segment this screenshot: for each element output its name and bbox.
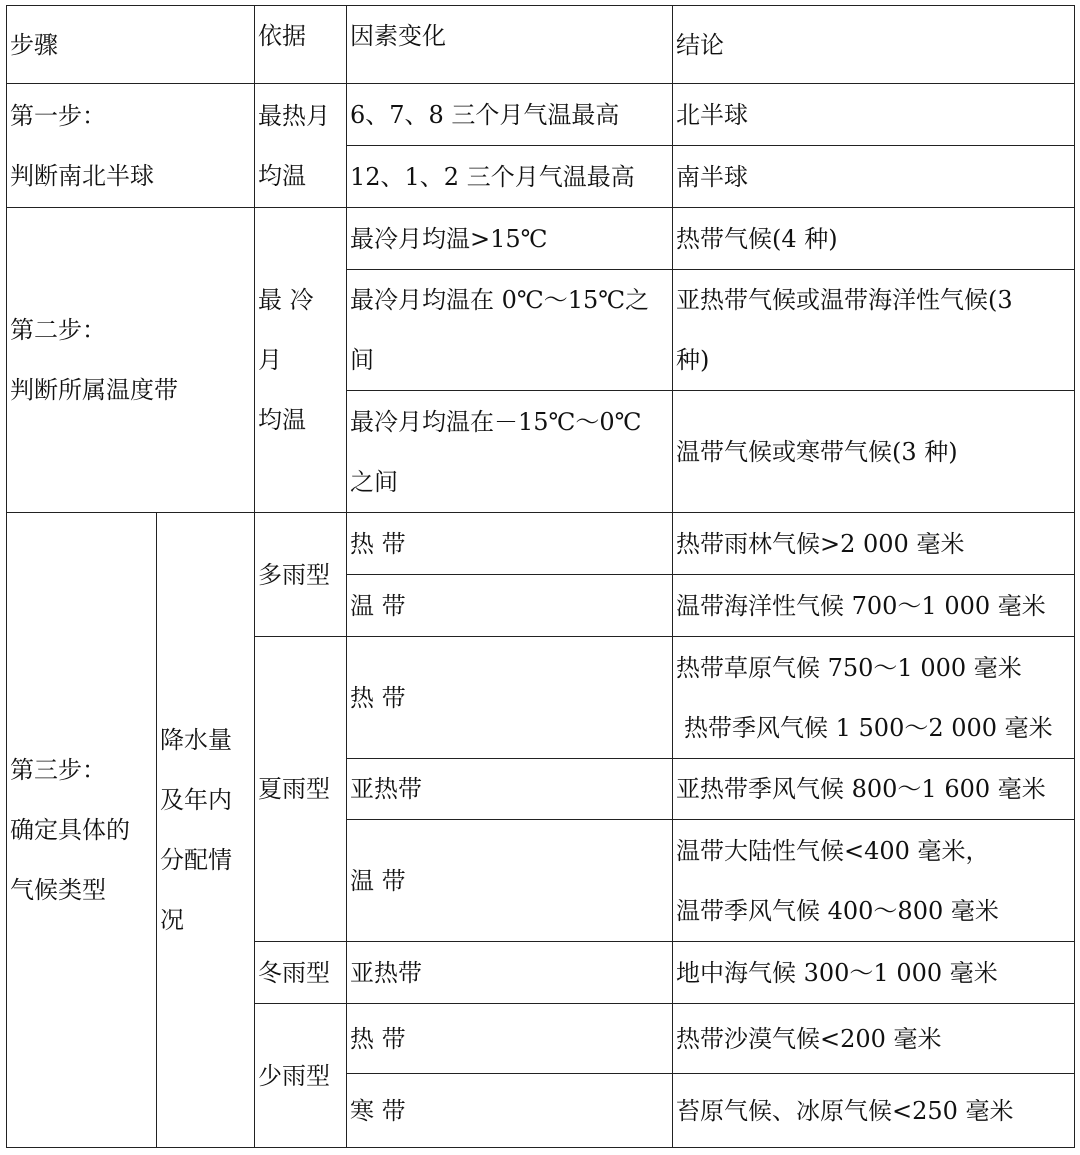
step3-basis-line2: 及年内 — [160, 786, 232, 814]
climate-conclusion: 热带雨林气候>2 000 毫米 — [673, 513, 1075, 575]
header-step: 步骤 — [7, 6, 255, 84]
climate-type-table — [6, 5, 1075, 1148]
step2-factor-line1: 最冷月均温在－15℃～0℃ — [350, 407, 642, 436]
step3-label-line3: 气候类型 — [10, 876, 106, 904]
step3-basis-line4: 况 — [160, 906, 184, 934]
step1-label — [7, 84, 255, 208]
step1-factor: 12、1、2 三个月气温最高 — [347, 146, 673, 208]
step3-basis-line1: 降水量 — [160, 726, 232, 754]
step2-basis-line1: 最 冷 月 — [258, 286, 314, 374]
step1-label-line1: 第一步： — [10, 101, 106, 130]
step1-label-line2: 判断南北半球 — [10, 161, 154, 190]
climate-zone: 亚热带 — [347, 942, 673, 1004]
climate-conclusion: 亚热带季风气候 800～1 600 毫米 — [673, 759, 1075, 820]
step3-label-line2: 确定具体的 — [10, 816, 130, 844]
climate-conclusion-line1: 温带大陆性气候<400 毫米， — [676, 836, 990, 865]
climate-conclusion: 地中海气候 300～1 000 毫米 — [673, 942, 1075, 1004]
climate-zone: 热 带 — [347, 637, 673, 759]
step2-factor — [347, 270, 673, 391]
climate-conclusion-line1: 热带草原气候 750～1 000 毫米 — [676, 653, 1022, 682]
step1-basis — [255, 84, 347, 208]
type-dry: 少雨型 — [255, 1004, 347, 1148]
step1-conclusion: 南半球 — [673, 146, 1075, 208]
step2-basis-line2: 均温 — [258, 406, 306, 434]
climate-conclusion-line2: 温带季风气候 400～800 毫米 — [676, 896, 999, 925]
climate-zone: 温 带 — [347, 820, 673, 942]
climate-conclusion: 温带海洋性气候 700～1 000 毫米 — [673, 575, 1075, 637]
step3-label — [7, 513, 157, 1148]
climate-zone: 热 带 — [347, 513, 673, 575]
step2-conclusion: 温带气候或寒带气候(3 种) — [673, 391, 1075, 513]
climate-zone: 寒 带 — [347, 1074, 673, 1148]
step2-basis — [255, 208, 347, 513]
step2-label-line1: 第二步： — [10, 316, 106, 344]
step2-factor-line2: 之间 — [350, 467, 398, 496]
step1-conclusion: 北半球 — [673, 84, 1075, 146]
climate-zone: 热 带 — [347, 1004, 673, 1074]
climate-conclusion — [673, 820, 1075, 942]
header-basis: 依据 — [255, 6, 347, 84]
step2-factor — [347, 391, 673, 513]
step1-factor: 6、7、8 三个月气温最高 — [347, 84, 673, 146]
step3-label-line1: 第三步： — [10, 756, 106, 784]
type-summer: 夏雨型 — [255, 637, 347, 942]
table-row — [7, 513, 1075, 575]
header-row — [7, 6, 1075, 84]
step2-conclusion-line1: 亚热带气候或温带海洋性气候(3 — [676, 286, 1013, 314]
table-row — [7, 208, 1075, 270]
climate-conclusion-line2: 热带季风气候 1 500～2 000 毫米 — [684, 713, 1053, 742]
step2-label-line2: 判断所属温度带 — [10, 376, 178, 404]
climate-conclusion — [673, 637, 1075, 759]
type-winter: 冬雨型 — [255, 942, 347, 1004]
type-rainy: 多雨型 — [255, 513, 347, 637]
table-row — [7, 84, 1075, 146]
step3-basis-line3: 分配情 — [160, 846, 232, 874]
step3-basis — [157, 513, 255, 1148]
step1-basis-line1: 最热月 — [258, 101, 330, 130]
step2-factor-line1: 最冷月均温在 0℃～15℃之 — [350, 286, 650, 314]
step2-conclusion-line2: 种) — [676, 346, 710, 374]
step2-label — [7, 208, 255, 513]
header-factor: 因素变化 — [347, 6, 673, 84]
climate-conclusion: 苔原气候、冰原气候<250 毫米 — [673, 1074, 1075, 1148]
step2-conclusion: 热带气候(4 种) — [673, 208, 1075, 270]
step1-basis-line2: 均温 — [258, 161, 306, 190]
climate-conclusion: 热带沙漠气候<200 毫米 — [673, 1004, 1075, 1074]
climate-zone: 温 带 — [347, 575, 673, 637]
step2-conclusion — [673, 270, 1075, 391]
header-conclusion: 结论 — [673, 6, 1075, 84]
step2-factor-line2: 间 — [350, 346, 374, 374]
step2-factor: 最冷月均温>15℃ — [347, 208, 673, 270]
climate-zone: 亚热带 — [347, 759, 673, 820]
